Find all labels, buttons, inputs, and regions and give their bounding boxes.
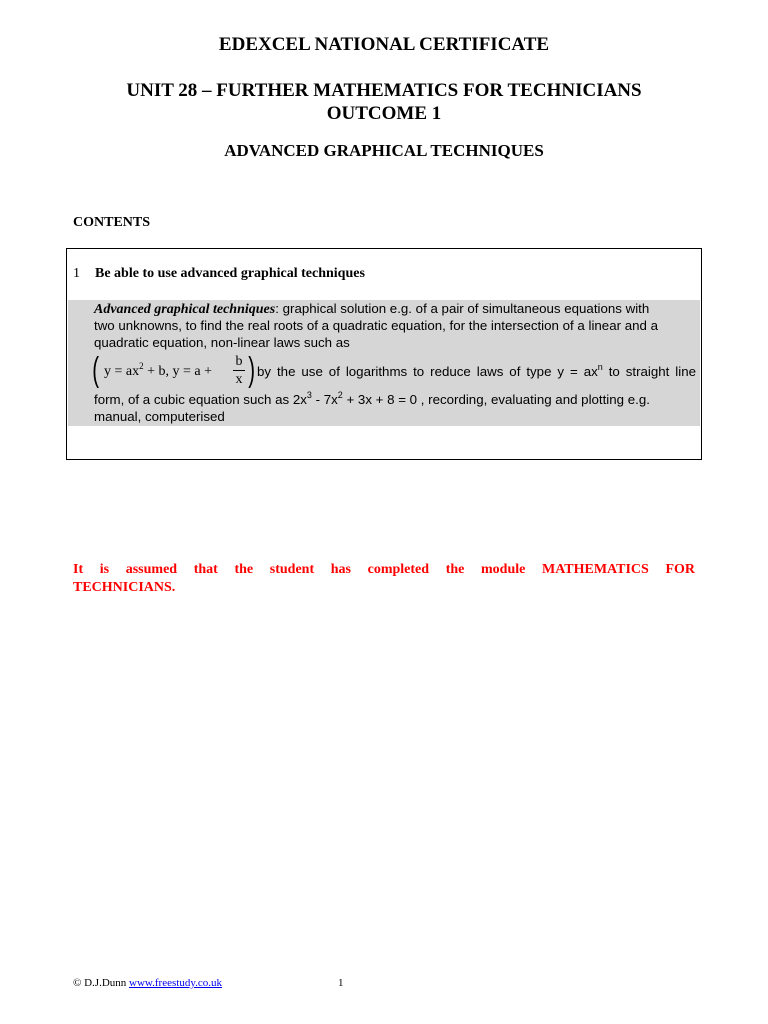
outcome-heading: Be able to use advanced graphical techniques <box>95 266 365 281</box>
equation-text <box>104 361 213 380</box>
description-text: form, of a cubic equation such as 2x <box>94 392 307 407</box>
description-text: - 7x <box>311 392 338 407</box>
description-text: to straight line <box>602 364 696 379</box>
unit-title: UNIT 28 – FURTHER MATHEMATICS FOR TECHNICIANS <box>126 80 642 101</box>
description-text: : graphical solution e.g. of a pair of simultaneous equations with <box>275 301 650 316</box>
right-parenthesis: ) <box>248 351 256 389</box>
exponent: n <box>597 362 603 372</box>
description-text: + 3x + 8 = 0 , recording, evaluating and plotting e.g. <box>342 392 650 407</box>
outcome-description <box>68 300 700 426</box>
fraction-numerator: b <box>233 353 245 371</box>
page-number: 1 <box>338 977 344 989</box>
contents-heading: CONTENTS <box>73 215 151 230</box>
outcome-number: 1 <box>73 266 80 281</box>
topic-title: ADVANCED GRAPHICAL TECHNIQUES <box>224 141 544 160</box>
outcome-row <box>73 266 365 282</box>
fraction-denominator: x <box>235 372 243 387</box>
note-line: It is assumed that the student has completed the module MATHEMATICS FOR <box>73 562 695 577</box>
description-line: quadratic equation, non-linear laws such as <box>94 335 350 350</box>
exponent: 3 <box>306 390 312 400</box>
footer-copyright: © D.J.Dunn <box>73 977 130 989</box>
note-line: TECHNICIANS. <box>73 580 176 595</box>
footer-link[interactable]: www.freestudy.co.uk <box>129 977 222 989</box>
description-lead: Advanced graphical techniques <box>94 302 276 317</box>
contents-box <box>66 248 702 460</box>
document-title: EDEXCEL NATIONAL CERTIFICATE <box>218 34 550 55</box>
outcome-title: OUTCOME 1 <box>326 103 442 124</box>
exponent: 2 <box>337 390 343 400</box>
exponent: 2 <box>139 361 144 371</box>
equation <box>92 351 264 390</box>
left-parenthesis: ( <box>92 351 100 389</box>
description-text: by the use of logarithms to reduce laws of type y = ax <box>257 364 598 379</box>
equation-term: + b, y = a + <box>143 364 213 379</box>
equation-term: y = ax <box>104 364 140 379</box>
fraction <box>233 353 245 388</box>
equation-line-text <box>257 364 696 379</box>
footer <box>73 977 222 989</box>
description-line <box>94 301 649 318</box>
equation-line <box>92 351 696 390</box>
description-line: manual, computerised <box>94 409 225 424</box>
prerequisite-note <box>73 561 695 597</box>
description-line <box>94 392 650 407</box>
description-line: two unknowns, to find the real roots of a quadratic equation, for the intersection of a linear and a <box>94 318 658 333</box>
